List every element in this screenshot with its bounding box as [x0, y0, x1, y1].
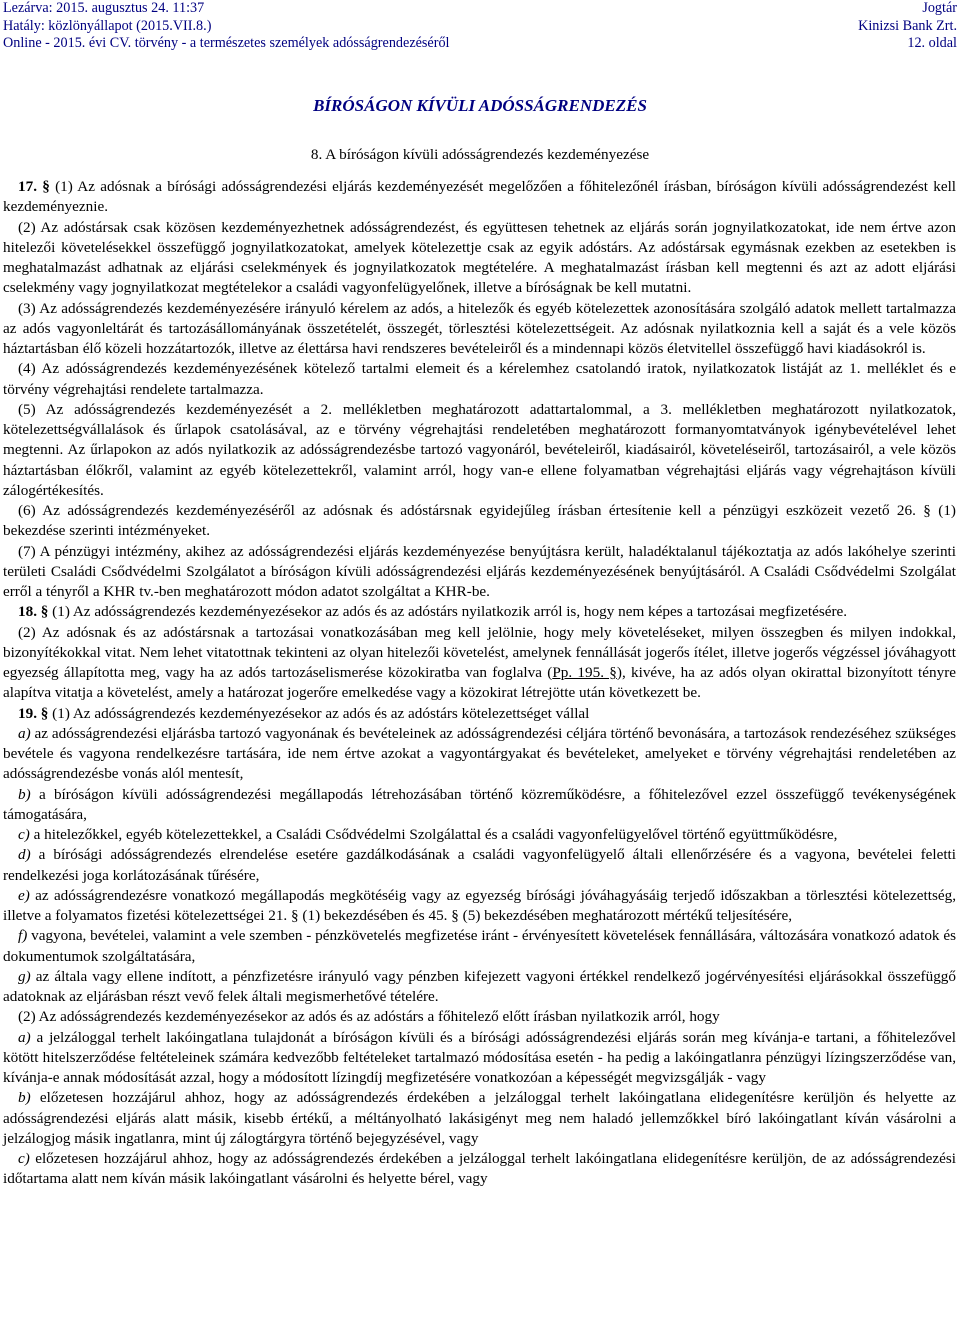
- document-body: [3, 177, 956, 1190]
- page-header: [3, 0, 957, 53]
- paragraph: [3, 602, 956, 622]
- paragraph-text: (2) Az adóstársak csak közösen kezdeményezhetnek adósságrendezést, és együttesen tehetnek az eljárás során jognyilatkozatokat, ide nem értve azon hitelezői követelésekkel összefüggő jognyilatkozatokat, amelyek kötelezettje csak az egyik adóstárs. Az adóstársak egymásnak ezekben az esetekben is meghatalmazást adhatnak az eljárási cselekmények és jognyilatkozatok megtételére. A meghatalmazást írásban kell megtenni és azt az adott eljárási cselekmény vagy jognyilatkozat megtételekor a családi vagyonfelügyelőnek, illetve a bíróságnak be kell mutatni.: [3, 218, 956, 297]
- item-marker: b): [18, 785, 31, 803]
- paragraph-text: (6) Az adósságrendezés kezdeményezéséről az adósnak és adóstársnak egyidejűleg írásban értesítenie kell a pénzügyi eszközeit vezető 26. § (1) bekezdése szerinti intézményeket.: [3, 502, 956, 540]
- item-marker: g): [18, 967, 31, 985]
- header-row-1: [3, 0, 957, 18]
- list-item: [3, 926, 956, 967]
- paragraph-text: (4) Az adósságrendezés kezdeményezésének kötelező tartalmi elemeit és a kérelemhez csatolandó iratok, nyilatkozatok listáját az 1. melléklet és e törvény végrehajtási rendelete tartalmazza.: [3, 360, 956, 398]
- paragraph-text: a hitelezőkkel, egyéb kötelezettekkel, a Családi Csődvédelmi Szolgálattal és a családi vagyonfelügyelővel történő együttműködésre,: [29, 826, 838, 843]
- list-item: [3, 825, 956, 845]
- paragraph-text: (1) Az adósságrendezés kezdeményezésekor az adós és az adóstárs nyilatkozik arról is, hogy nem képes a tartozásai megfizetésére.: [48, 603, 848, 621]
- effective-state: Hatály: közlönyállapot (2015.VII.8.): [3, 17, 212, 34]
- list-item: [3, 886, 956, 927]
- paragraph-text: (1) Az adósnak a bírósági adósságrendezési eljárás kezdeményezését megelőzően a főhitelezőnél írásban, bíróságon kívüli adósságrendezést kell kezdeményeznie.: [3, 178, 957, 216]
- item-marker: f): [18, 927, 28, 945]
- header-row-3: [3, 35, 957, 53]
- law-reference-link[interactable]: Pp. 195. §: [552, 664, 617, 681]
- paragraph-text: (1) Az adósságrendezés kezdeményezésekor az adós és az adóstárs kötelezettséget vállal: [48, 704, 590, 722]
- paragraph: [3, 359, 956, 400]
- paragraph: [3, 177, 956, 218]
- item-marker: c): [18, 1150, 30, 1167]
- paragraph-text: (5) Az adósságrendezés kezdeményezését a 2. mellékletben meghatározott adattartalommal, a 3. mellékletben meghatározott nyilatkozatok, kötelezettségvállalások és űrlapok csatolásával, az e törvény végrehajtási rendeletében meghatározott formanyomtatványok igénybevételével lehet megtenni. Az űrlapokon az adós nyilatkozik az adósságrendezésbe tartozó vagyonáról, bevételeiről, kiadásairól, követeléseiről, tartozásairól, a vele közös háztartásban élőkről, valamint az egyéb kötelezettekről, valamint arról, hogy van-e ellene folyamatban végrehajtási eljárás vagy végrehajtáson kívüli zálogértékesítés.: [3, 400, 956, 499]
- paragraph: [3, 623, 956, 704]
- paragraph: [3, 704, 956, 724]
- list-item: [3, 1028, 956, 1089]
- publisher-name: Jogtár: [922, 0, 957, 16]
- paragraph: [3, 542, 956, 603]
- paragraph-text: (7) A pénzügyi intézmény, akihez az adósságrendezési eljárás kezdeményezése benyújtásra került, haladéktalanul tájékoztatja az adós lakóhelye szerinti területi Családi Csődvédelmi Szolgálatot a bíróságon kívüli adósságrendezési eljárás kezdeményezésének benyújtásáról. A Családi Csődvédelmi Szolgálat erről a tényről a KHR tv.-ben meghatározott módon adatot szolgáltat a KHR-be.: [3, 542, 956, 600]
- item-marker: a): [18, 724, 31, 742]
- paragraph-text: az általa vagy ellene indított, a pénzfizetésre irányuló vagy pénzben kifejezett vagyoni értékkel rendelkező jogérvényesítési eljárásokkal összefüggő adatoknak az eljárásban részt vevő felek általi megismerhetővé tételére.: [3, 967, 956, 1005]
- list-item: [3, 1088, 956, 1149]
- paragraph: [3, 400, 956, 501]
- header-row-2: [3, 18, 957, 36]
- section-number: 19. §: [18, 704, 49, 722]
- section-number: 18. §: [18, 603, 49, 621]
- paragraph-text: a bírósági adósságrendezés elrendelése esetére gazdálkodásának a családi vagyonfelügyelő általi ellenőrzésére és a vagyona, bevételei feletti rendelkezési joga korlátozásának tűrésére,: [3, 846, 956, 884]
- paragraph-text: előzetesen hozzájárul ahhoz, hogy az adósságrendezés érdekében a jelzáloggal terhelt lakóingatlana elidegenítésre kerüljön, de az adósságrendezési időtartama alatt nem kíván másik lakóingatlant vásárolni és helyette bérel, vagy: [3, 1150, 956, 1188]
- page-number: 12. oldal: [907, 35, 957, 51]
- paragraph-text: vagyona, bevételei, valamint a vele szemben - pénzkövetelés megfizetése iránt - érvényesített követelések fennállására, változására vonatkozó adatok és dokumentumok szolgáltatására,: [3, 927, 956, 965]
- closed-date: Lezárva: 2015. augusztus 24. 11:37: [3, 0, 205, 16]
- paragraph-text: a bíróságon kívüli adósságrendezési megállapodás létrehozásában történő közreműködésre, a főhitelezővel ezzel összefüggő tevékenységének támogatására,: [3, 785, 956, 823]
- paragraph-text: (2) Az adósságrendezés kezdeményezésekor az adós és az adóstárs a főhitelező előtt írásban nyilatkozik arról, hogy: [18, 1008, 720, 1026]
- paragraph-text: előzetesen hozzájárul ahhoz, hogy az adósságrendezés érdekében a jelzáloggal terhelt lakóingatlana elidegenítésre kerüljön és helyette az adósságrendezési eljárás alatt másik, kisebb értékű, a méltányolható lakásigényt meg nem haladó jellemzőkkel bíró lakóingatlant kíván vásárolni a jelzálogjog másik ingatlanra, mint új zálogtárgyra történő bejegyzésével, vagy: [3, 1089, 956, 1147]
- list-item: [3, 724, 956, 785]
- item-marker: b): [18, 1089, 31, 1107]
- item-marker: e): [18, 886, 30, 904]
- list-item: [3, 967, 956, 1008]
- paragraph-text: az adósságrendezésre vonatkozó megállapodás megkötéséig vagy az egyezség bírósági jóváhagyásáig terjedő időszakban a törlesztési kötelezettség, illetve a folyamatos fizetési kötelezettségei 21. § (1) bekezdésében és 45. § (5) bekezdésében meghatározott mértékű teljesítésére,: [3, 886, 956, 924]
- paragraph: [3, 1007, 956, 1027]
- paragraph-text: az adósságrendezési eljárásba tartozó vagyonának és bevételeinek az adósságrendezési céljára történő bevonására, a tartozások rendezéséhez szükséges bevétele és vagyona rendelkezésre tartására, ide nem értve azokat a vagyontárgyakat és bevételeket, amelyeket e törvény végrehajtási rendeletében az adósságrendezésbe vonás alól mentesít,: [3, 724, 956, 783]
- section-title: BÍRÓSÁGON KÍVÜLI ADÓSSÁGRENDEZÉS: [313, 96, 647, 115]
- chapter-title: 8. A bíróságon kívüli adósságrendezés kezdeményezése: [310, 146, 650, 163]
- list-item: [3, 845, 956, 886]
- item-marker: c): [18, 826, 30, 843]
- section-number: 17. §: [18, 178, 50, 195]
- paragraph: [3, 501, 956, 542]
- list-item: [3, 1149, 956, 1190]
- paragraph-text: (3) Az adósságrendezés kezdeményezésére irányuló kérelem az adós, a hitelezők és egyéb kötelezettek azonosítására szolgáló adatok mellett tartalmazza az adós vagyonleltárát és tartozásállományának összetételét, összegét, törlesztési kötelezettségeit. Az adósnak nyilatkoznia kell a saját és a vele közös háztartásban élő közeli hozzátartozók, illetve az élettársa havi rendszeres bevételeiről és a mindennapi közös életvitellel összefüggő havi kiadásokról is.: [3, 299, 956, 357]
- item-marker: d): [18, 846, 31, 864]
- paragraph-text: ), kivéve, ha az adós olyan okirattal bizonyított tényre alapítva vitatja a követelést, amely a határozat jogerőre emelkedése vagy a közokirat létrejötte után következett be.: [3, 664, 957, 702]
- paragraph-text: a jelzáloggal terhelt lakóingatlana tulajdonát a bíróságon kívüli és a bírósági adósságrendezési eljárás során meg kívánja-e tartani, a főhitelezővel kötött hitelszerződése feltételeinek számára kedvezőbb feltételeket tartalmazó módosítása esetén - ha pedig a lakóingatlanra pénzügyi lízingszerződése van, kívánja-e annak módosítását azzal, hogy a módosított lízingdíj megfizetésére vonatkozóan a képességét megvizsgálják - vagy: [3, 1028, 956, 1086]
- licensee-name: Kinizsi Bank Zrt.: [858, 17, 957, 34]
- item-marker: a): [18, 1028, 31, 1046]
- paragraph-text: (2) Az adósnak és az adóstársnak a tartozásai vonatkozásában meg kell jelölnie, hogy mely követeléseket, milyen összegben és milyen indokkal, bizonyítékokkal vitat. Nem lehet vitatottnak tekinteni az olyan hitelezői követelést, amelynek fennállását jogerős ítélet, illetve jogerős végzéssel jóváhagyott egyezség állapította meg, vagy ha az adós tartozáselismerése közokiratba van foglalva (: [3, 623, 956, 681]
- paragraph: [3, 299, 956, 360]
- paragraph: [3, 218, 956, 299]
- list-item: [3, 785, 956, 826]
- document-title: Online - 2015. évi CV. törvény - a természetes személyek adósságrendezéséről: [3, 35, 450, 51]
